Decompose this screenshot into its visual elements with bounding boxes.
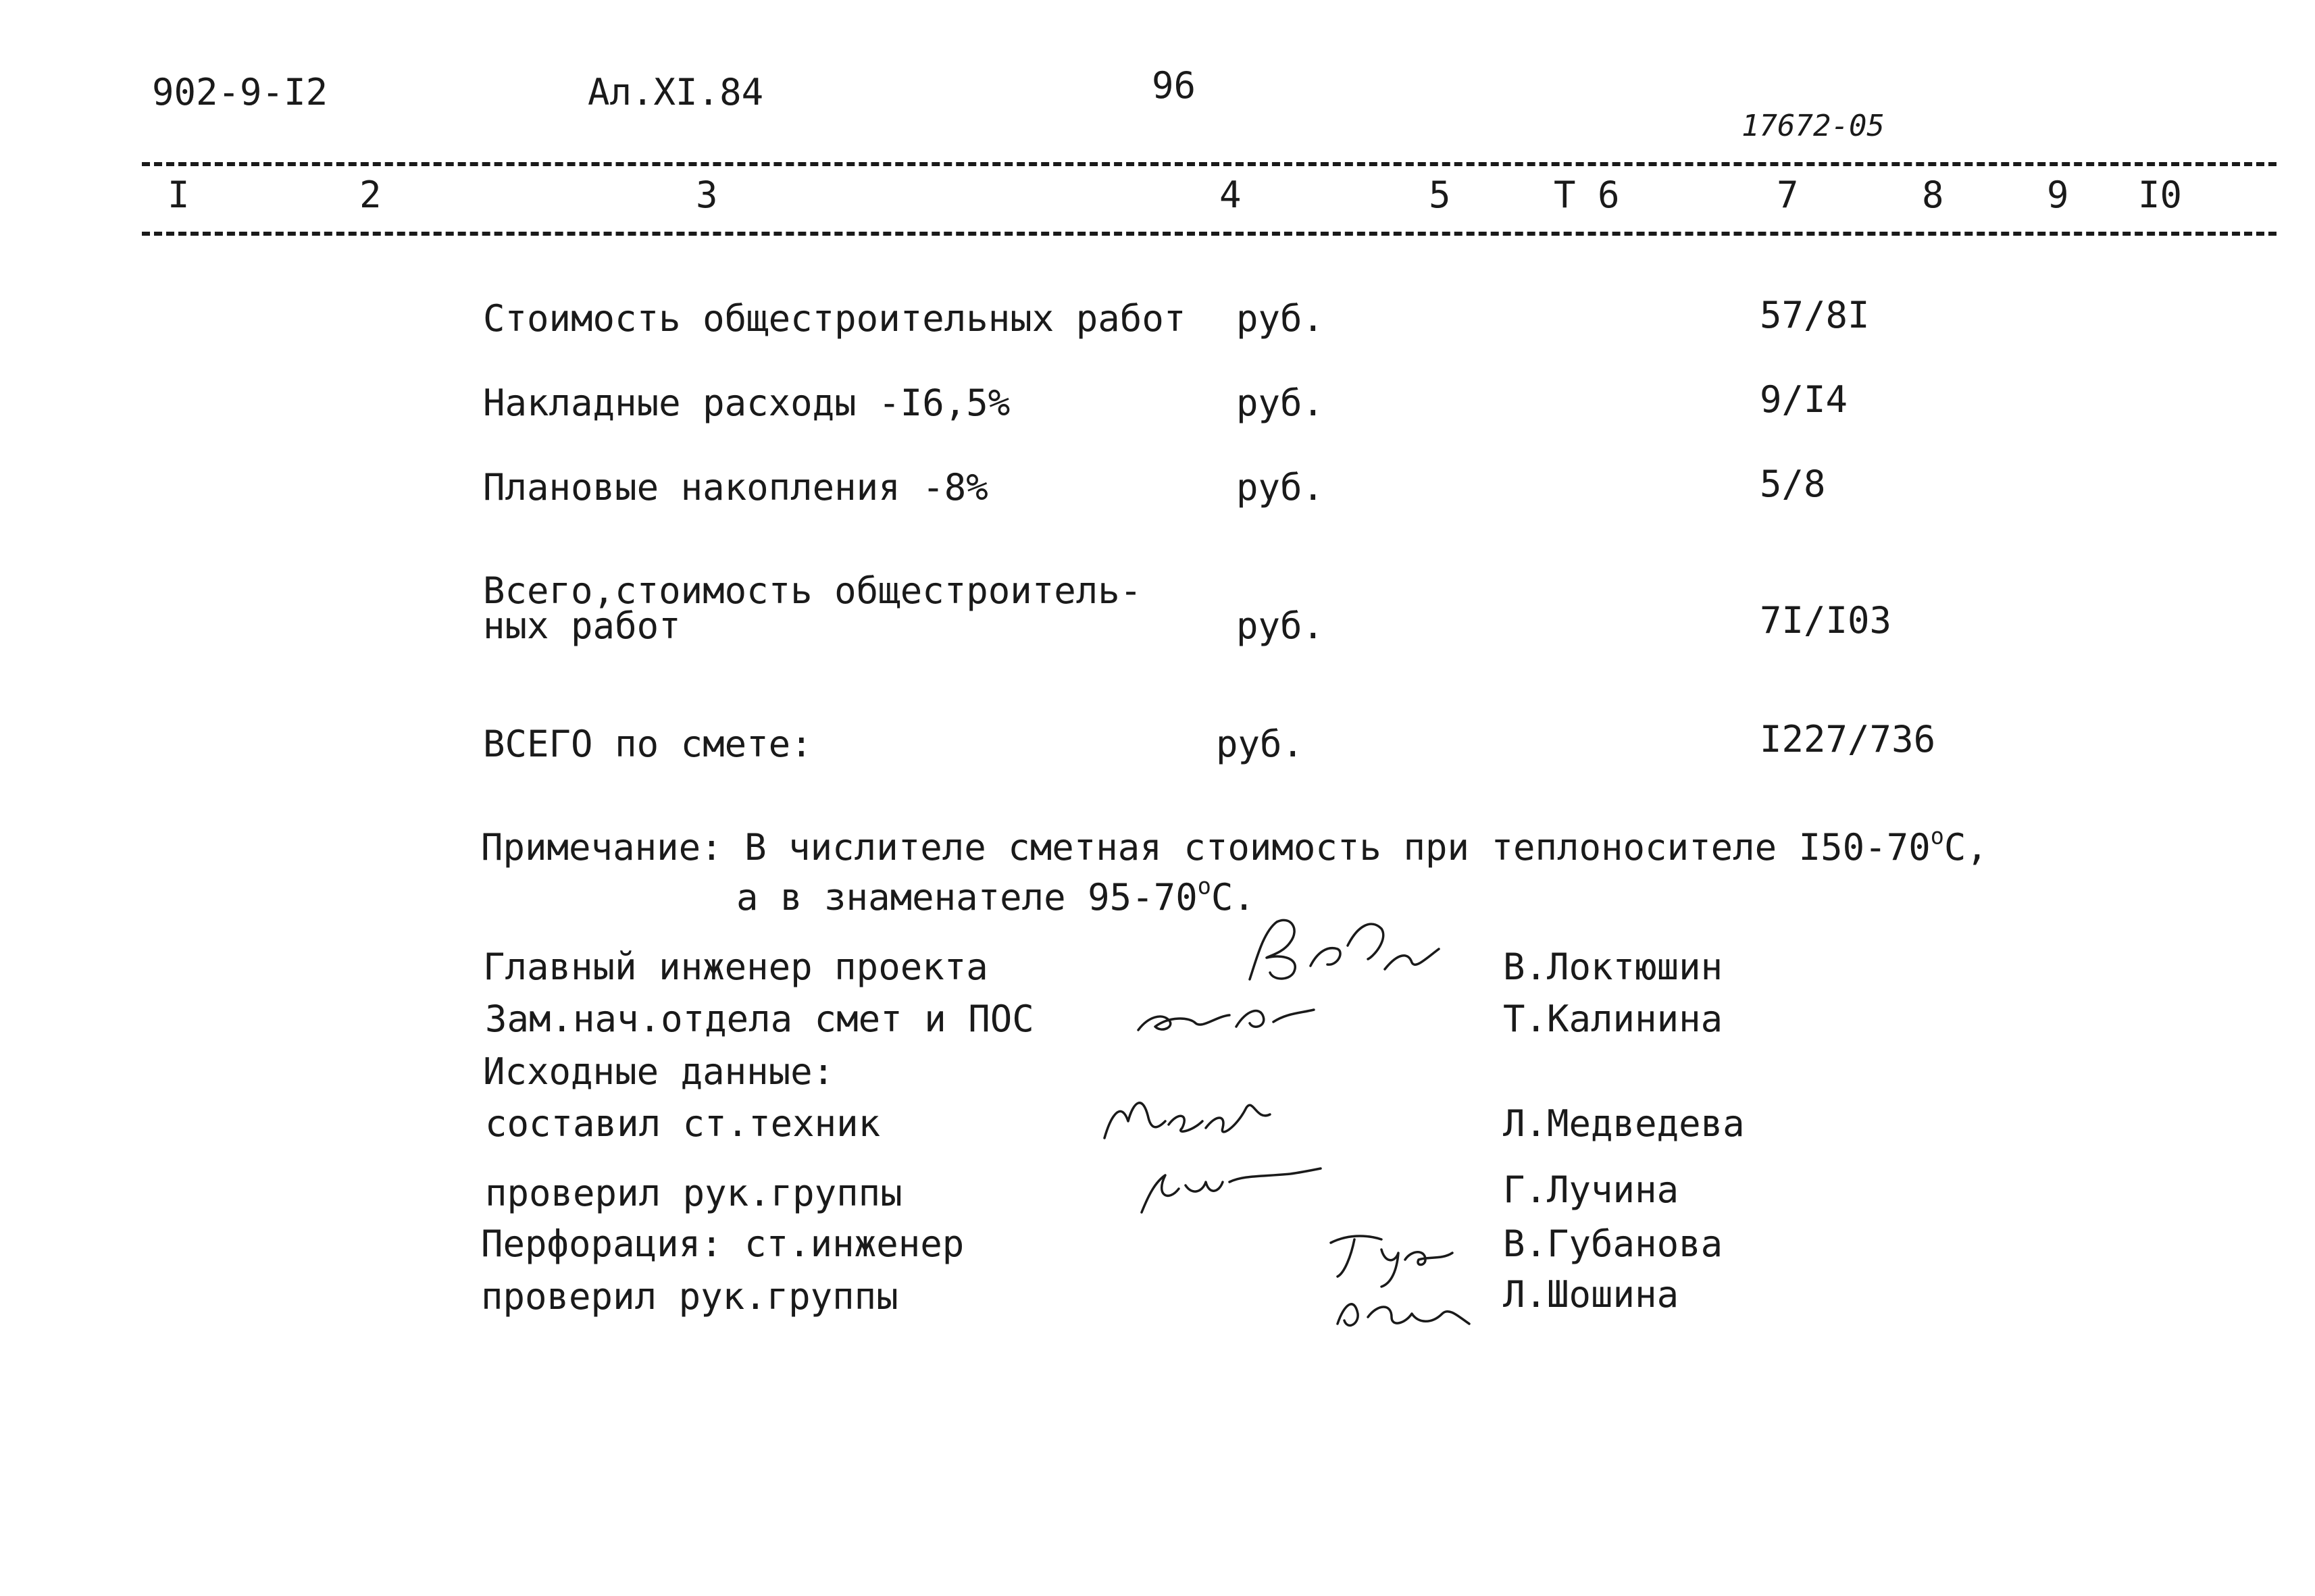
section-label: Исходные данные: <box>483 1050 835 1093</box>
row-unit: руб. <box>1236 466 1325 509</box>
signature-role: Перфорация: ст.инженер <box>481 1222 965 1265</box>
bottom-dashed-rule <box>142 232 2276 236</box>
row-unit: руб. <box>1236 604 1325 647</box>
note-line-1-end: С, <box>1943 826 1988 869</box>
row-unit: руб. <box>1216 723 1304 765</box>
signature-role: проверил рук.группы <box>485 1172 902 1214</box>
column-number-1: I <box>168 174 190 216</box>
column-number-10: I0 <box>2138 174 2183 216</box>
column-number-3: 3 <box>696 174 718 216</box>
document-code: 902-9-I2 <box>152 71 328 113</box>
signature-name: Т.Калинина <box>1503 998 1723 1040</box>
column-number-6: Т 6 <box>1554 174 1620 216</box>
note-line-1 <box>481 823 1988 869</box>
signature-role: составил ст.техник <box>485 1102 881 1145</box>
row-label: Накладные расходы -I6,5% <box>483 382 1011 424</box>
degree-mark: о <box>1197 873 1211 900</box>
row-value: 9/I4 <box>1760 378 1848 421</box>
column-number-7: 7 <box>1777 174 1799 216</box>
note-line-1-text: Примечание: В числителе сметная стоимость при теплоносителе I50-70 <box>481 826 1931 869</box>
signature-luchina-icon <box>1128 1148 1331 1222</box>
row-value: 7I/I03 <box>1760 599 1892 642</box>
signature-name: В.Губанова <box>1503 1222 1723 1265</box>
column-number-9: 9 <box>2047 174 2069 216</box>
row-label: Стоимость общестроительных работ <box>483 297 1186 340</box>
page-number: 96 <box>1152 64 1196 107</box>
signature-kalinina-icon <box>1128 989 1331 1044</box>
row-unit: руб. <box>1236 382 1325 424</box>
row-value: 57/8I <box>1760 294 1870 336</box>
signature-name: В.Локтюшин <box>1503 946 1723 988</box>
note-line-2 <box>736 873 1255 919</box>
signature-role: Зам.нач.отдела смет и ПОС <box>485 998 1034 1040</box>
column-number-8: 8 <box>1922 174 1944 216</box>
top-dashed-rule <box>142 162 2276 166</box>
signature-medvedeva-icon <box>1094 1074 1311 1155</box>
row-label: ВСЕГО по смете: <box>483 723 813 765</box>
column-number-5: 5 <box>1429 174 1451 216</box>
handwritten-reference: 17672-05 <box>1741 109 1885 143</box>
signature-name: Л.Медведева <box>1503 1102 1745 1145</box>
album-reference: Ал.XI.84 <box>588 71 764 113</box>
note-line-2-end: С. <box>1211 876 1255 919</box>
signature-role: Главный инженер проекта <box>483 946 988 988</box>
signature-role: проверил рук.группы <box>481 1275 898 1318</box>
note-line-2-text: а в знаменателе 95-70 <box>736 876 1198 919</box>
column-number-2: 2 <box>359 174 382 216</box>
row-label-continuation: ных работ <box>483 604 681 647</box>
degree-mark: о <box>1930 823 1944 850</box>
row-label: Всего,стоимость общестроитель- <box>483 569 1142 612</box>
row-value: I227/736 <box>1760 718 1936 761</box>
row-unit: руб. <box>1236 297 1325 340</box>
signature-name: Г.Лучина <box>1503 1168 1679 1211</box>
row-label: Плановые накопления -8% <box>483 466 988 509</box>
row-value: 5/8 <box>1760 463 1826 505</box>
signature-name: Л.Шошина <box>1503 1273 1679 1316</box>
signature-loktyushin-icon <box>1236 905 1452 993</box>
signature-gubanova-icon <box>1317 1222 1479 1344</box>
column-number-4: 4 <box>1219 174 1242 216</box>
